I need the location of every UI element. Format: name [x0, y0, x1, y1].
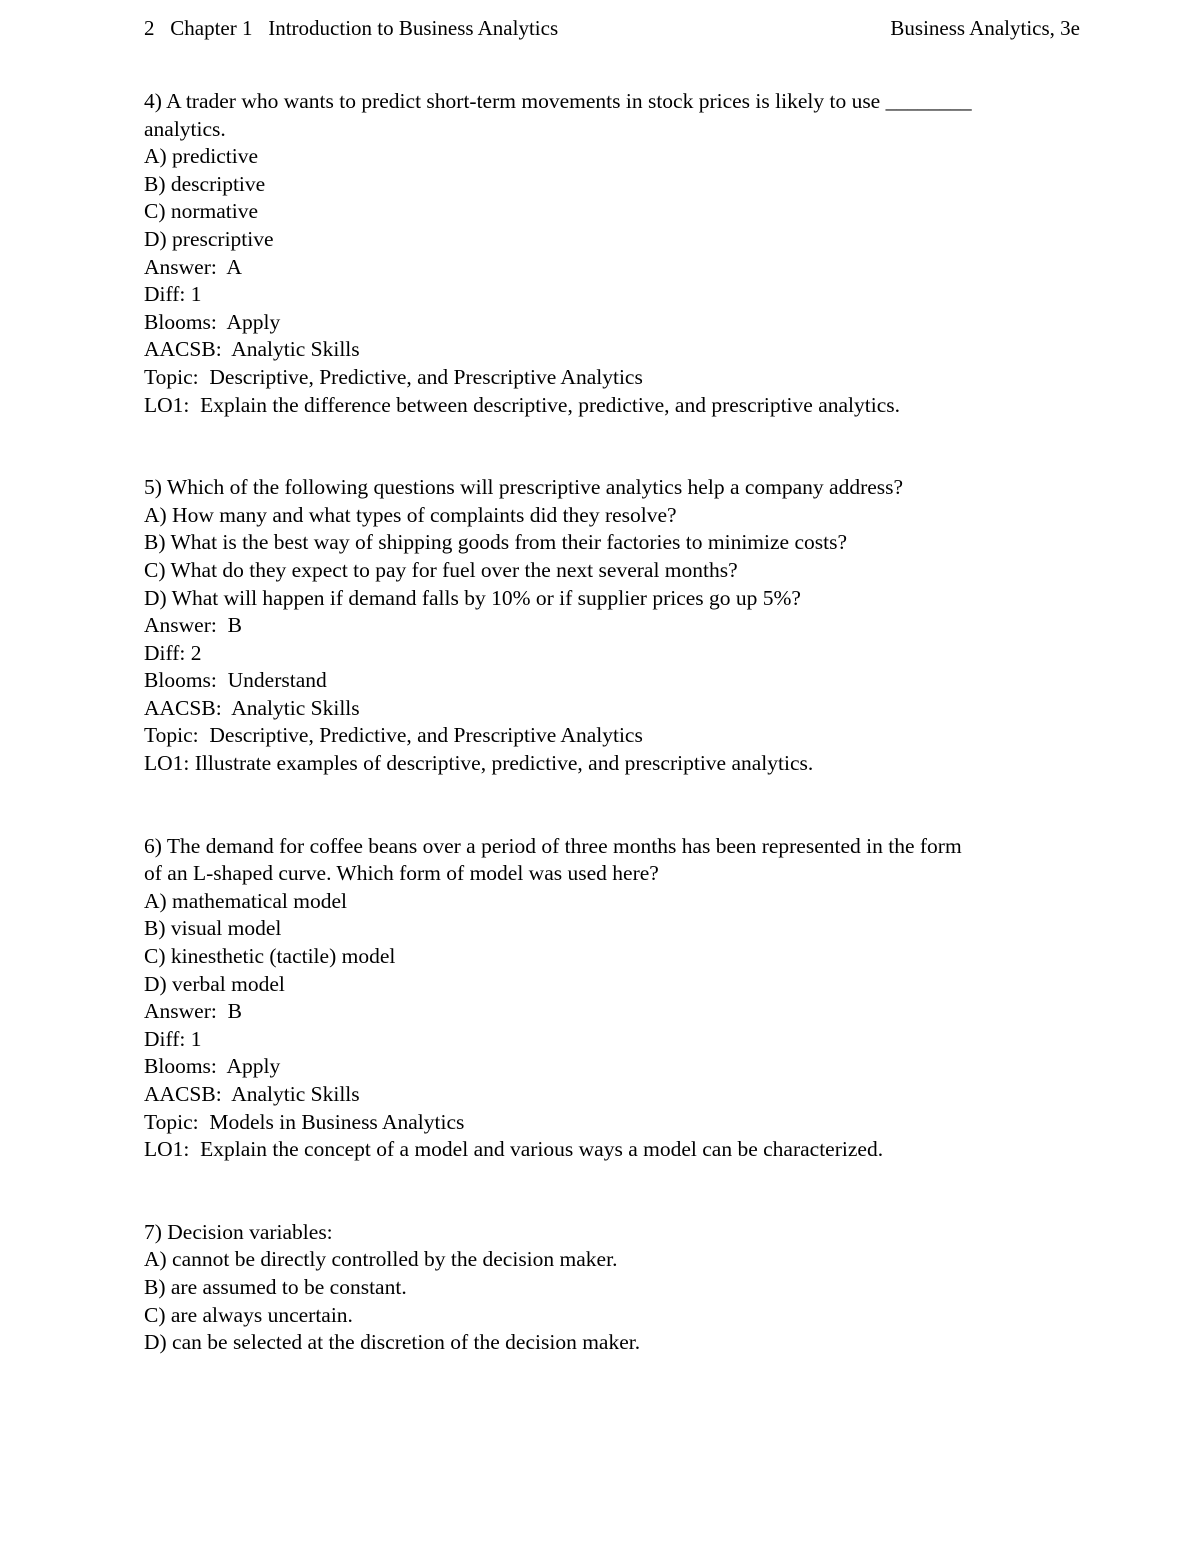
- answer-key: Answer: B: [144, 999, 242, 1024]
- blooms-level: Blooms: Apply: [144, 309, 281, 334]
- answer-option: C) What do they expect to pay for fuel over the next several months?: [144, 557, 738, 582]
- topic: Topic: Descriptive, Predictive, and Prescriptive Analytics: [144, 723, 643, 748]
- answer-option: B) What is the best way of shipping goods from their factories to minimize costs?: [144, 530, 847, 555]
- difficulty: Diff: 1: [144, 1026, 202, 1051]
- answer-option: A) predictive: [144, 144, 259, 169]
- answer-option: B) are assumed to be constant.: [144, 1274, 407, 1299]
- learning-objective: LO1: Illustrate examples of descriptive, predictive, and prescriptive analytics.: [144, 751, 814, 776]
- answer-option: A) mathematical model: [144, 888, 347, 913]
- answer-key: Answer: B: [144, 613, 242, 638]
- answer-key: Answer: A: [144, 254, 242, 279]
- question-6: [144, 833, 1076, 1164]
- question-5: [144, 474, 1076, 778]
- answer-option: C) normative: [144, 199, 259, 224]
- answer-option: D) verbal model: [144, 971, 285, 996]
- question-stem-line: 4) A trader who wants to predict short-term movements in stock prices is likely to use ________: [144, 89, 972, 113]
- blooms-level: Blooms: Apply: [144, 1054, 281, 1079]
- topic: Topic: Models in Business Analytics: [144, 1109, 465, 1134]
- answer-option: A) How many and what types of complaints did they resolve?: [144, 502, 677, 527]
- answer-option: A) cannot be directly controlled by the decision maker.: [144, 1247, 618, 1272]
- question-stem-line: 6) The demand for coffee beans over a period of three months has been represented in the form: [144, 833, 962, 858]
- aacsb-tag: AACSB: Analytic Skills: [144, 1082, 360, 1106]
- answer-option: D) can be selected at the discretion of the decision maker.: [144, 1330, 641, 1355]
- question-list: [144, 88, 1076, 1412]
- answer-option: B) visual model: [144, 916, 282, 941]
- page-header: [144, 14, 1080, 42]
- answer-option: D) What will happen if demand falls by 10% or if supplier prices go up 5%?: [144, 585, 801, 610]
- answer-option: C) are always uncertain.: [144, 1302, 353, 1327]
- answer-option: C) kinesthetic (tactile) model: [144, 944, 396, 969]
- difficulty: Diff: 1: [144, 282, 202, 307]
- question-stem-line: analytics.: [144, 116, 226, 141]
- question-7: [144, 1219, 1076, 1357]
- header-book-title: Business Analytics, 3e: [890, 16, 1080, 40]
- question-stem-line: of an L-shaped curve. Which form of model was used here?: [144, 861, 659, 886]
- header-chapter-title: 2 Chapter 1 Introduction to Business Analytics: [144, 16, 559, 40]
- aacsb-tag: AACSB: Analytic Skills: [144, 337, 360, 362]
- learning-objective: LO1: Explain the concept of a model and various ways a model can be characterized.: [144, 1137, 884, 1162]
- question-stem-line: 7) Decision variables:: [144, 1219, 333, 1244]
- answer-option: B) descriptive: [144, 171, 266, 196]
- question-stem-line: 5) Which of the following questions will prescriptive analytics help a company address?: [144, 475, 904, 500]
- aacsb-tag: AACSB: Analytic Skills: [144, 695, 360, 720]
- blooms-level: Blooms: Understand: [144, 668, 327, 693]
- difficulty: Diff: 2: [144, 640, 202, 665]
- learning-objective: LO1: Explain the difference between descriptive, predictive, and prescriptive analytics.: [144, 392, 900, 417]
- question-4: [144, 88, 1076, 419]
- answer-option: D) prescriptive: [144, 226, 274, 251]
- topic: Topic: Descriptive, Predictive, and Prescriptive Analytics: [144, 364, 643, 389]
